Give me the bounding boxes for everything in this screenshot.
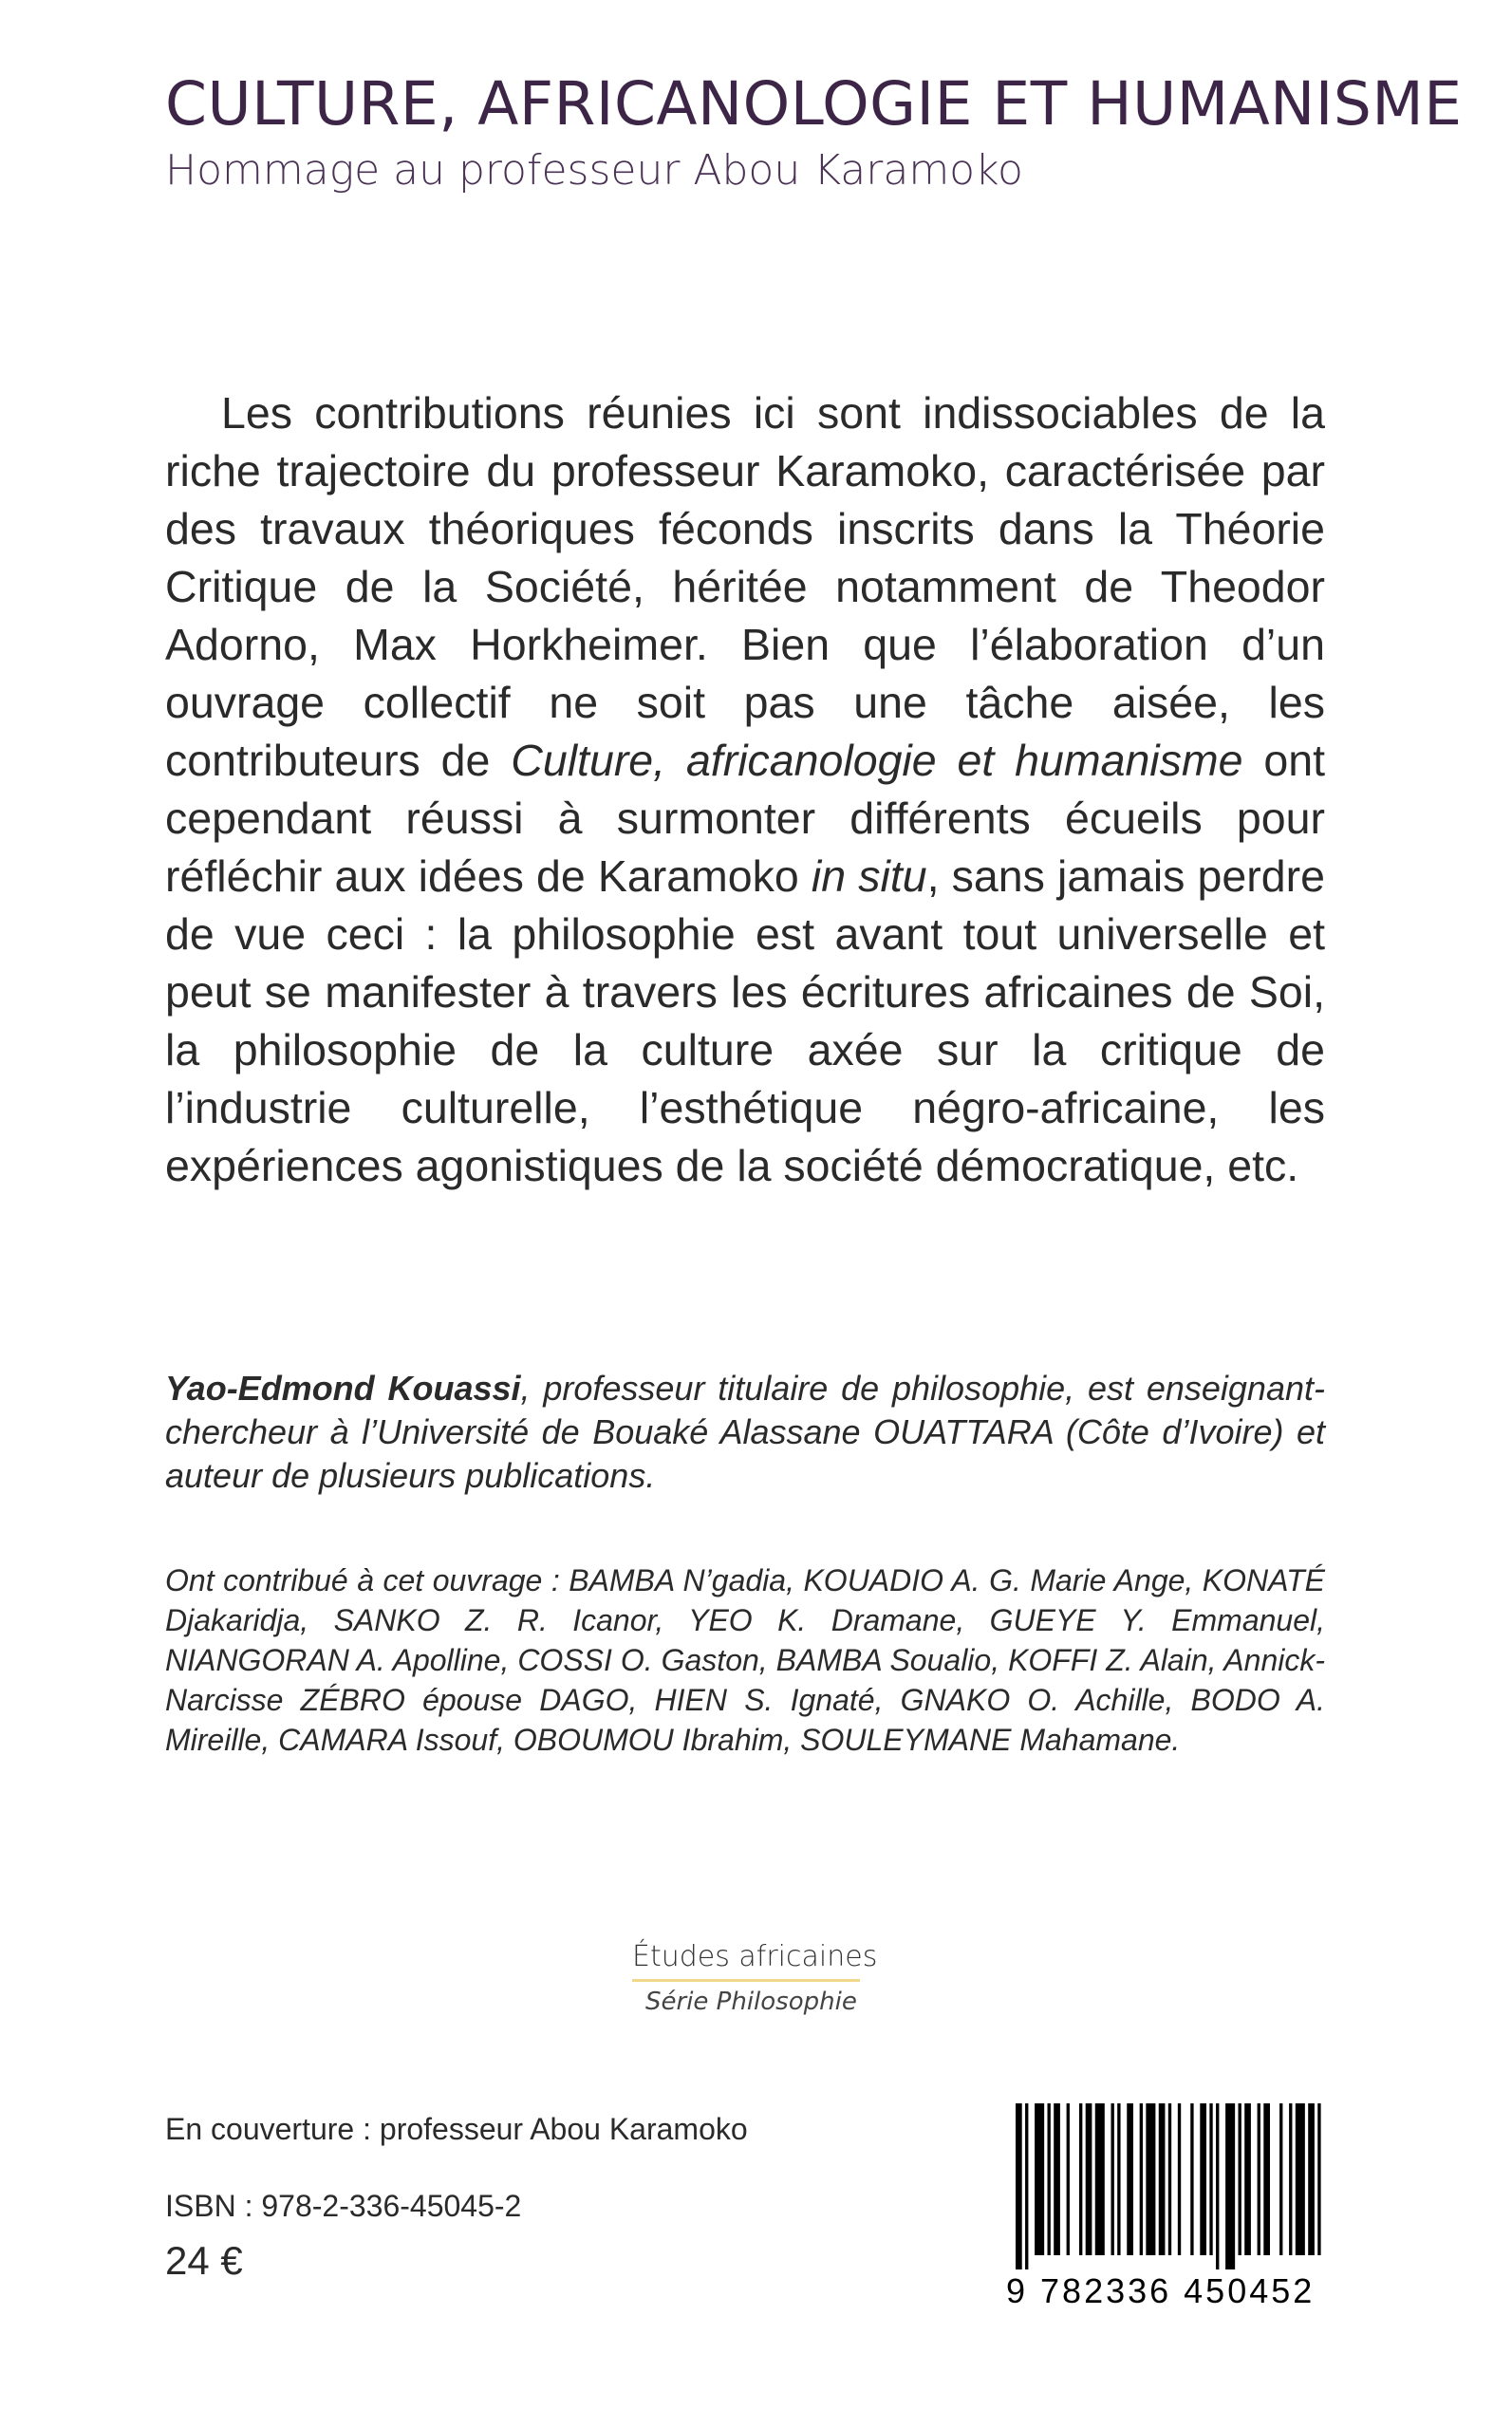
- summary-text-part1: Les contributions réunies ici sont indissociables de la riche trajectoire du professeur Karamoko, caractérisée par des travaux théoriques féconds inscrits dans la Théorie Critique de la Société, héritée notamment de Theodor Adorno, Max Horkheimer. Bien que l’élaboration d’un ouvrage collectif ne soit pas une tâche aisée, les contributeurs de: [165, 388, 1325, 785]
- author-name: Yao-Edmond Kouassi: [165, 1369, 521, 1408]
- cover-credit: En couverture : professeur Abou Karamoko: [165, 2112, 748, 2146]
- book-title: CULTURE, AFRICANOLOGIE ET HUMANISME: [165, 69, 1463, 139]
- summary-book-title: Culture, africanologie et humanisme: [511, 736, 1243, 785]
- summary-in-situ: in situ: [811, 851, 927, 901]
- summary-text-part3: , sans jamais perdre de vue ceci : la philosophie est avant tout universelle et peut se manifester à travers les écritures africaines de Soi, la philosophie de la culture axée sur la critique de l’industrie culturelle, l’esthétique négro-africaine, les expériences agonistiques de la société démocratique, etc.: [165, 851, 1325, 1190]
- summary-paragraph: [165, 384, 1325, 1195]
- contributors-list: Ont contribué à cet ouvrage : BAMBA N’gadia, KOUADIO A. G. Marie Ange, KONATÉ Djakaridja, SANKO Z. R. Icanor, YEO K. Dramane, GUEYE Y. Emmanuel, NIANGORAN A. Apolline, COSSI O. Gaston, BAMBA Soualio, KOFFI Z. Alain, Annick-Narcisse ZÉBRO épouse DAGO, HIEN S. Ignaté, GNAKO O. Achille, BODO A. Mireille, CAMARA Issouf, OBOUMOU Ibrahim, SOULEYMANE Mahamane.: [165, 1563, 1325, 1757]
- isbn: ISBN : 978-2-336-45045-2: [165, 2189, 522, 2223]
- price: 24 €: [165, 2238, 243, 2283]
- summary-text-part2: ont cependant réussi à surmonter différents écueils pour réfléchir aux idées de Karamoko: [165, 736, 1326, 901]
- collection-logo: [632, 1940, 878, 2016]
- book-subtitle: Hommage au professeur Abou Karamoko: [165, 146, 1023, 195]
- author-bio: [165, 1367, 1325, 1498]
- collection-series: Série Philosophie: [645, 1988, 857, 2016]
- author-bio-text: , professeur titulaire de philosophie, est enseignant-chercheur à l’Université de Bouaké Alassane OUATTARA (Côte d’Ivoire) et auteur de plusieurs publications.: [165, 1369, 1325, 1495]
- barcode-digits: 9 782336 450452: [1006, 2271, 1316, 2310]
- collection-divider: [632, 1979, 860, 1982]
- collection-name: Études africaines: [632, 1940, 878, 1973]
